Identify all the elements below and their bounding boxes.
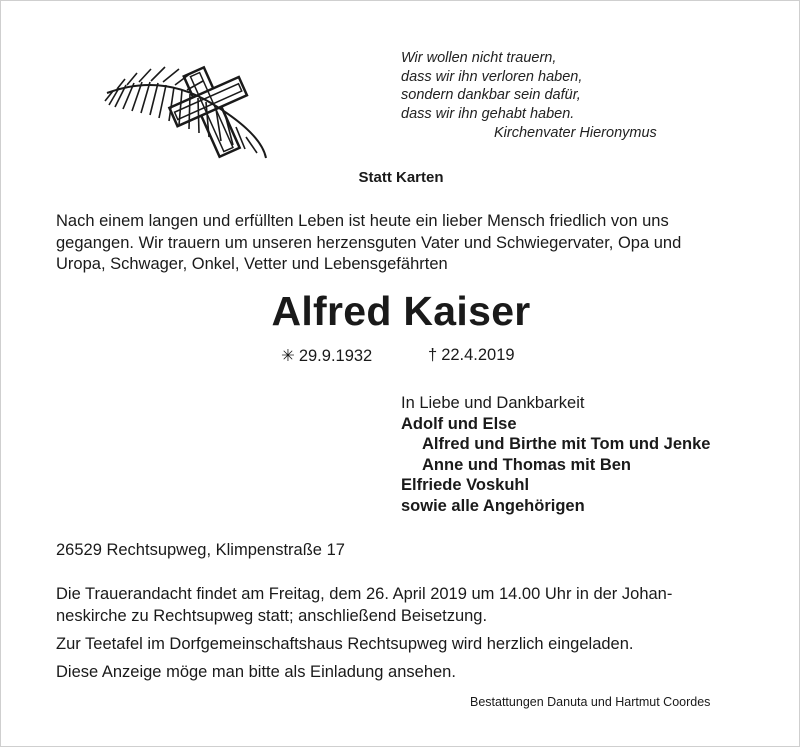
mourners-greeting: In Liebe und Dankbarkeit <box>401 394 585 412</box>
birth-date-value: 29.9.1932 <box>298 347 373 365</box>
poem-line: Wir wollen nicht trauern, <box>401 50 557 66</box>
birth-date <box>281 346 372 366</box>
cross-with-palm-frond-icon <box>101 63 276 161</box>
poem-author: Kirchenvater Hieronymus <box>494 125 657 141</box>
poem-line: sondern dankbar sein dafür, <box>401 87 581 103</box>
mourners-list <box>401 393 710 516</box>
poem-line: dass wir ihn gehabt haben. <box>401 105 575 122</box>
mourner-name: Alfred und Birthe mit Tom und Jenke <box>422 435 711 453</box>
funeral-info <box>56 584 672 627</box>
intro-line: gegangen. Wir trauern um unseren herzensguten Vater und Schwiegervater, Opa und <box>56 233 682 252</box>
death-date <box>428 346 515 365</box>
poem-quote <box>401 49 582 123</box>
death-date-value: 22.4.2019 <box>441 346 515 364</box>
intro-line: Uropa, Schwager, Onkel, Vetter und Lebensgefährten <box>56 255 448 273</box>
family-address: 26529 Rechtsupweg, Klimpenstraße 17 <box>56 541 345 559</box>
dagger-cross-icon: † <box>428 346 438 364</box>
funeral-line: Die Trauerandacht findet am Freitag, dem 26. April 2019 um 14.00 Uhr in der Johan- <box>56 585 673 603</box>
undertaker-credit: Bestattungen Danuta und Hartmut Coordes <box>470 695 711 709</box>
mourner-name: Adolf und Else <box>401 414 517 433</box>
deceased-name: Alfred Kaiser <box>271 288 531 334</box>
intro-text <box>56 211 756 276</box>
mourner-name: Anne und Thomas mit Ben <box>422 455 632 474</box>
teetafel-info: Zur Teetafel im Dorfgemeinschaftshaus Rechtsupweg wird herzlich eingeladen. <box>56 635 634 653</box>
intro-line: Nach einem langen und erfüllten Leben ist heute ein lieber Mensch friedlich von uns <box>56 212 669 230</box>
mourner-name: Elfriede Voskuhl <box>401 476 530 494</box>
mourner-name: sowie alle Angehörigen <box>401 496 585 515</box>
star-icon: ✳ <box>281 347 295 365</box>
poem-line: dass wir ihn verloren haben, <box>401 68 583 85</box>
funeral-line: neskirche zu Rechtsupweg statt; anschließend Beisetzung. <box>56 606 488 625</box>
heading-statt-karten: Statt Karten <box>358 169 444 186</box>
invitation-note: Diese Anzeige möge man bitte als Einladung ansehen. <box>56 663 456 681</box>
